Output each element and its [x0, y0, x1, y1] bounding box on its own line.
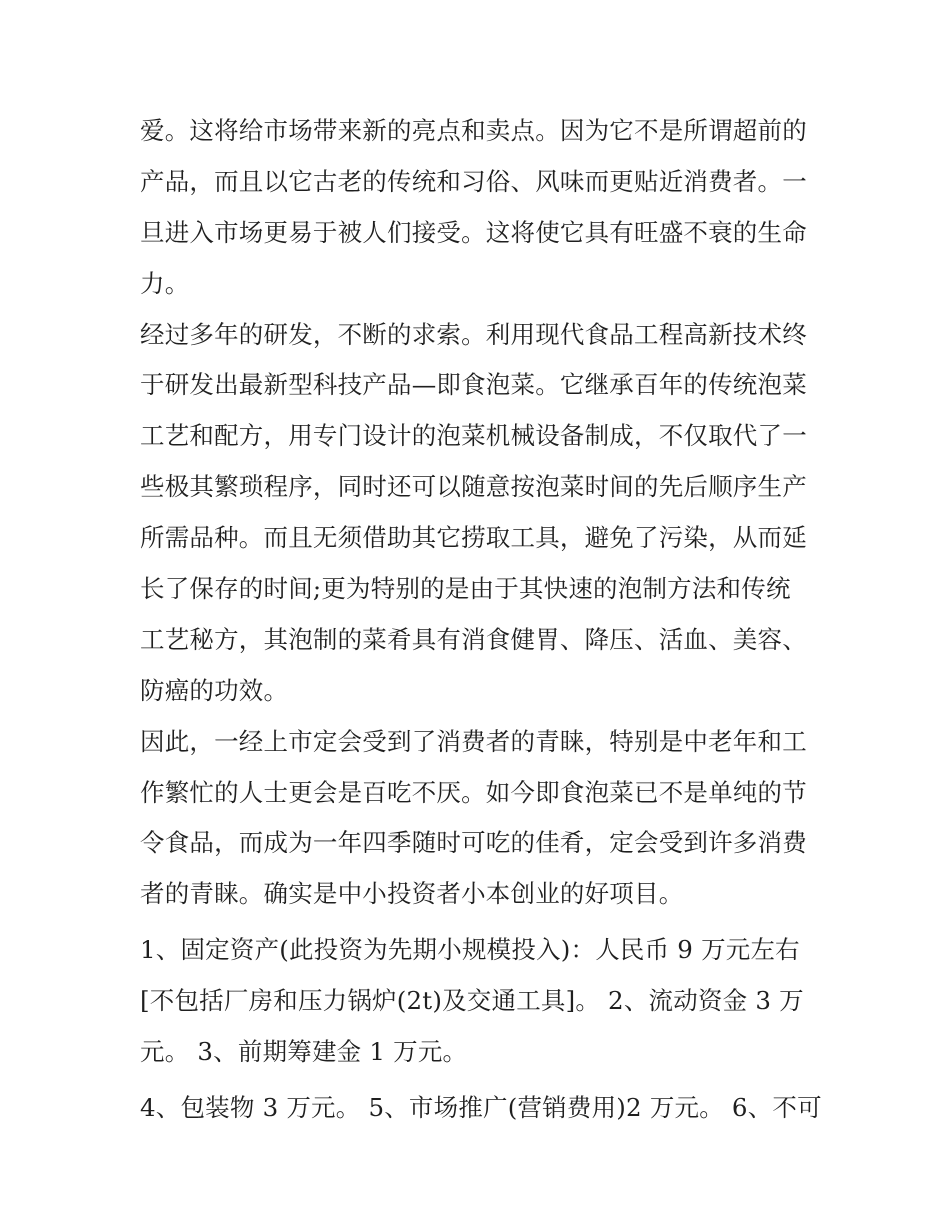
paragraph-2	[140, 310, 820, 717]
paragraph-3	[140, 717, 820, 921]
text-line: 工艺和配方，用专门设计的泡菜机械设备制成，不仅取代了一	[140, 421, 807, 451]
text-line: 令食品，而成为一年四季随时可吃的佳肴，定会受到许多消费	[140, 828, 807, 858]
text-line: 防癌的功效。	[140, 675, 289, 705]
text-line: 长了保存的时间;更为特别的是由于其快速的泡制方法和传统	[140, 574, 791, 604]
text-line: 者的青睐。确实是中小投资者小本创业的好项目。	[140, 879, 684, 909]
text-line: 产品，而且以它古老的传统和习俗、风味而更贴近消费者。一	[140, 166, 807, 196]
paragraph-1	[140, 106, 820, 310]
text-line: 所需品种。而且无须借助其它捞取工具，避免了污染，从而延	[140, 523, 807, 553]
paragraph-5	[140, 1083, 820, 1134]
text-line: 因此，一经上市定会受到了消费者的青睐，特别是中老年和工	[140, 726, 807, 756]
text-line: 作繁忙的人士更会是百吃不厌。如今即食泡菜已不是单纯的节	[140, 777, 807, 807]
paragraph-4	[140, 925, 820, 1078]
text-line: 力。	[140, 268, 190, 298]
text-line: 于研发出最新型科技产品—即食泡菜。它继承百年的传统泡菜	[140, 370, 807, 400]
text-line: 些极其繁琐程序，同时还可以随意按泡菜时间的先后顺序生产	[140, 472, 807, 502]
text-line: [不包括厂房和压力锅炉(2t)及交通工具]。 2、流动资金 3 万	[140, 986, 804, 1016]
text-line: 旦进入市场更易于被人们接受。这将使它具有旺盛不衰的生命	[140, 217, 807, 247]
text-line: 工艺秘方，其泡制的菜肴具有消食健胃、降压、活血、美容、	[140, 624, 807, 654]
document-body	[140, 106, 820, 1134]
text-line: 经过多年的研发，不断的求索。利用现代食品工程高新技术终	[140, 319, 807, 349]
text-line: 4、包装物 3 万元。 5、市场推广(营销费用)2 万元。 6、不可	[140, 1092, 822, 1122]
text-line: 元。 3、前期筹建金 1 万元。	[140, 1037, 468, 1067]
text-line: 爱。这将给市场带来新的亮点和卖点。因为它不是所谓超前的	[140, 116, 807, 145]
text-line: 1、固定资产(此投资为先期小规模投入)：人民币 9 万元左右	[140, 935, 800, 965]
